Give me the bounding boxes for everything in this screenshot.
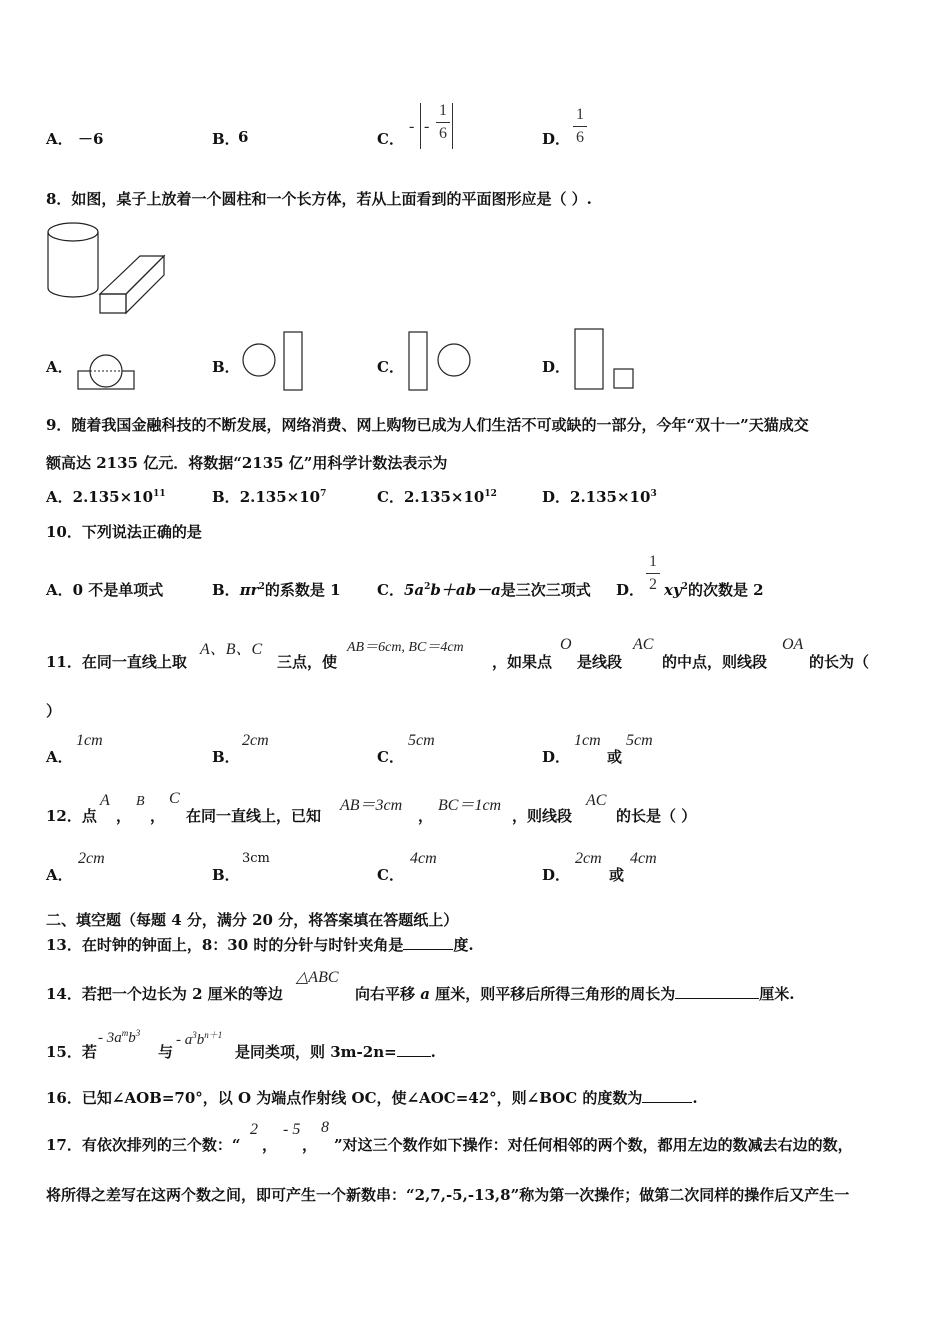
q12-point-b: B	[136, 794, 145, 809]
q11-option-b-value: 2cm	[242, 732, 269, 749]
q8-option-b-figure	[240, 328, 306, 392]
abs-bar-right	[452, 103, 453, 149]
q11-point-o: O	[560, 636, 572, 653]
q12-condition1: AB＝3cm	[340, 797, 403, 814]
q17-comma-2: ，	[302, 1136, 318, 1154]
q12-segment-ac: AC	[586, 792, 607, 809]
q15-answer-blank[interactable]	[397, 1042, 431, 1057]
q8-text: 8．如图，桌子上放着一个圆柱和一个长方体，若从上面看到的平面图形应是（ ）.	[46, 190, 592, 208]
q17-comma-1: ，	[262, 1136, 278, 1154]
q11-option-d-value2: 5cm	[626, 732, 653, 749]
q11-prefix: 11．在同一直线上取	[46, 653, 187, 671]
q15-with: 与	[158, 1043, 174, 1061]
q12-sep1: ，	[116, 807, 132, 825]
tall-rectangle-shape	[575, 329, 603, 389]
q10-option-d-fraction: 1 2	[646, 553, 660, 594]
q12-suffix: 的长是（ ）	[616, 807, 697, 825]
q7-d-denominator: 6	[576, 129, 584, 146]
q9-option-c: C．$2.135\times 10^{12}$	[377, 488, 497, 506]
q11-mid3: 是线段	[577, 653, 623, 671]
q15-term2: - $a^3b^{n+1}$	[176, 1030, 223, 1048]
square-shape	[614, 369, 633, 388]
q12-mid2: ，则线段	[512, 807, 573, 825]
q11-option-d-value1: 1cm	[574, 732, 601, 749]
q8-option-d-figure	[572, 326, 638, 392]
circle-shape	[438, 344, 470, 376]
q7-option-b-value: 6	[238, 128, 249, 146]
q7-option-c-neg-inner: -	[424, 118, 430, 135]
q17-number-3: 8	[321, 1119, 329, 1136]
q7-option-c-neg-outer: -	[409, 118, 415, 135]
q17-number-2: - 5	[283, 1121, 301, 1138]
q11-mid4: 的中点，则线段	[662, 653, 768, 671]
q12-option-d-or: 或	[609, 866, 625, 884]
q12-sep3: ，	[418, 807, 434, 825]
cylinder-bottom-arc	[48, 288, 98, 297]
q11-option-a-label: A．	[46, 748, 73, 766]
rectangle-shape	[409, 332, 427, 390]
q9-option-d: D．$2.135\times 10^3$	[542, 488, 657, 506]
q9-line1: 9．随着我国金融科技的不断发展，网络消费、网上购物已成为人们生活不可或缺的一部分，今年“双十一”天猫成交	[46, 416, 809, 434]
q11-option-b-label: B．	[212, 748, 240, 766]
section-2-heading: 二、填空题（每题 4 分，满分 20 分，将答案填在答题纸上）	[46, 911, 459, 929]
q11-segment-ac: AC	[633, 636, 654, 653]
q7-option-a-value: －6	[78, 130, 104, 148]
q12-prefix: 12．点	[46, 807, 97, 825]
q8-option-c-label: C．	[377, 358, 404, 376]
q11-option-c-value: 5cm	[408, 732, 435, 749]
q7-d-numerator: 1	[576, 106, 584, 123]
q11-mid1: 三点，使	[277, 653, 338, 671]
cylinder-top-ellipse	[48, 223, 98, 241]
q13-text: 13．在时钟的钟面上，8：30 时的分针与时针夹角是 度.	[46, 936, 474, 954]
q9-option-b: B．$2.135\times 10^7$	[212, 488, 327, 506]
q11-option-d-or: 或	[607, 748, 623, 766]
q14-triangle: △ABC	[296, 969, 339, 986]
q7-option-d-label: D．	[542, 130, 571, 148]
q8-option-b-label: B．	[212, 358, 240, 376]
q10-option-b: B．$\pi r^2$的系数是 1	[212, 581, 341, 599]
q15-suffix: 是同类项，则 3m-2n= .	[235, 1043, 436, 1061]
q7-option-d-fraction	[573, 106, 587, 147]
q14-prefix: 14．若把一个边长为 2 厘米的等边	[46, 985, 283, 1003]
q10-text: 10．下列说法正确的是	[46, 523, 202, 541]
q7-c-denominator: 6	[439, 125, 447, 142]
q7-option-c-label: C．	[377, 130, 404, 148]
q11-option-c-label: C．	[377, 748, 404, 766]
abs-bar-left	[420, 103, 421, 149]
q17-prefix: 17．有依次排列的三个数：“	[46, 1136, 241, 1154]
box-front-face	[100, 294, 126, 313]
q8-option-a-figure	[76, 350, 138, 392]
q17-number-1: 2	[250, 1121, 258, 1138]
q12-sep2: ，	[150, 807, 166, 825]
q12-option-d-label: D．	[542, 866, 571, 884]
q11-points: A、B、C	[200, 641, 263, 658]
q7-option-a-label: A．	[46, 130, 73, 148]
q12-option-b-value: 3cm	[242, 851, 270, 866]
q8-option-c-figure	[406, 328, 476, 392]
q12-mid1: 在同一直线上，已知	[186, 807, 322, 825]
q14-answer-blank[interactable]	[675, 984, 759, 999]
q16-answer-blank[interactable]	[642, 1088, 692, 1103]
q10-option-c: C．$5a^2b+ab-a$是三次三项式	[377, 581, 591, 599]
q14-text: 向右平移 a 厘米，则平移后所得三角形的周长为 厘米.	[355, 985, 795, 1003]
q7-c-numerator: 1	[439, 102, 447, 119]
q12-option-d-value2: 4cm	[630, 850, 657, 867]
q11-condition: AB＝6cm, BC＝4cm	[347, 640, 464, 655]
q8-option-d-label: D．	[542, 358, 571, 376]
q9-option-a: A．$2.135\times 10^{11}$	[46, 488, 166, 506]
q16-text: 16．已知∠AOB=70°，以 O 为端点作射线 OC，使∠AOC=42°，则∠BOC 的度数为 .	[46, 1089, 698, 1107]
q12-option-d-value1: 2cm	[575, 850, 602, 867]
q12-point-a: A	[100, 792, 110, 809]
q17-suffix: ”对这三个数作如下操作：对任何相邻的两个数，都用左边的数减去右边的数，	[334, 1136, 853, 1154]
q17-line2: 将所得之差写在这两个数之间，即可产生一个新数串：“2,7,-5,-13,8”称为第一次操作；做第二次同样的操作后又产生一	[46, 1186, 850, 1204]
q10-option-d-label: D．	[616, 581, 645, 599]
q15-term1: - $3a^mb^3$	[98, 1028, 141, 1046]
q7-option-b-label: B．	[212, 130, 240, 148]
q12-option-b-label: B．	[212, 866, 240, 884]
cylinder-and-box-figure	[40, 218, 170, 318]
q13-answer-blank[interactable]	[403, 935, 453, 950]
q12-option-a-value: 2cm	[78, 850, 105, 867]
q10-option-d-text: $xy^2$的次数是 2	[664, 581, 764, 599]
q11-suffix: 的长为（	[809, 653, 870, 671]
q11-option-d-label: D．	[542, 748, 571, 766]
q9-line2: 额高达 2135 亿元．将数据“2135 亿”用科学计数法表示为	[46, 454, 448, 472]
rectangle-shape	[284, 332, 302, 390]
q12-option-c-label: C．	[377, 866, 404, 884]
q15-prefix: 15．若	[46, 1043, 97, 1061]
q12-option-c-value: 4cm	[410, 850, 437, 867]
q12-condition2: BC＝1cm	[438, 797, 502, 814]
q7-option-c-fraction	[436, 102, 450, 143]
q12-point-c: C	[169, 790, 180, 807]
circle-shape	[243, 344, 275, 376]
q8-option-a-label: A．	[46, 358, 73, 376]
q11-close-paren: ）	[46, 702, 62, 720]
q11-option-a-value: 1cm	[76, 732, 103, 749]
q10-option-a: A．0 不是单项式	[46, 581, 164, 599]
q11-segment-oa: OA	[782, 636, 804, 653]
q11-mid2: ，如果点	[492, 653, 553, 671]
q12-option-a-label: A．	[46, 866, 73, 884]
